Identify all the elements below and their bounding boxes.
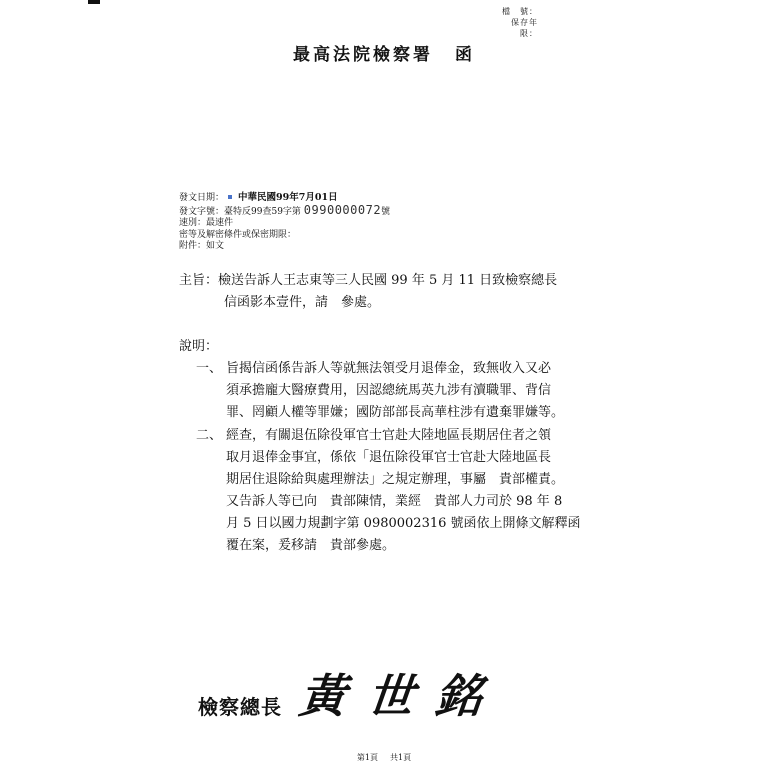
item-line: 旨揭信函係告訴人等就無法領受月退俸金，致無收入又必	[226, 361, 552, 376]
date-label: 發文日期：	[179, 193, 225, 203]
subject-line-1: 檢送告訴人王志東等三人民國 99 年 5 月 11 日致檢察總長	[218, 273, 558, 288]
page-number: 第1頁	[356, 753, 378, 762]
document-meta	[179, 192, 390, 253]
stamp-dot	[228, 195, 232, 199]
explanation-item-2	[196, 425, 581, 557]
attach-label: 附件：	[179, 241, 207, 251]
ref-prefix: 臺特反99查59字第	[224, 206, 301, 217]
subject-line-2: 信函影本壹件，請 參處。	[224, 295, 381, 310]
item-line: 經查，有關退伍除役軍官士官赴大陸地區長期居住者之領	[226, 428, 552, 443]
archive-info	[500, 6, 538, 39]
document-title	[0, 40, 768, 65]
ref-number: 0990000072	[303, 202, 382, 217]
explanation-item-1	[196, 358, 565, 424]
item-number: 二、	[196, 428, 223, 443]
signature-block	[198, 660, 507, 726]
item-line: 又告訴人等已向 貴部陳情，業經 貴部人力司於 98 年 8	[226, 494, 563, 509]
signature-name: 黃世銘	[296, 669, 507, 723]
scan-corner-mark	[88, 0, 100, 4]
item-line: 覆在案，爰移請 貴部參處。	[226, 538, 396, 553]
item-line: 取月退俸金事宜，係依「退伍除役軍官士官赴大陸地區長	[226, 450, 552, 465]
signature-title: 檢察總長	[198, 695, 282, 719]
date-value: 中華民國99年7月01日	[238, 192, 338, 203]
item-line: 期居住退除給與處理辦法」之規定辦理，事屬 貴部權責。	[226, 472, 565, 487]
page-footer	[0, 752, 768, 763]
ref-suffix: 號	[381, 206, 391, 217]
speed-label: 速別：	[179, 218, 207, 228]
ref-label: 發文字號：	[179, 206, 225, 217]
speed-value: 最速件	[206, 218, 234, 228]
secret-label: 密等及解密條件或保密期限：	[179, 229, 297, 240]
item-line: 月 5 日以國力規劃字第 0980002316 號函依上開條文解釋函	[226, 516, 581, 531]
doc-type: 函	[455, 45, 475, 65]
attach-value: 如文	[206, 241, 225, 251]
secret-row	[179, 230, 390, 242]
page-total: 共1頁	[390, 753, 412, 762]
explanation-label: 說明：	[179, 339, 219, 354]
subject-label: 主旨：	[179, 273, 219, 288]
file-no-label: 檔 號：	[502, 7, 538, 16]
agency-name: 最高法院檢察署	[293, 45, 433, 65]
item-line: 須承擔龐大醫療費用，因認總統馬英九涉有瀆職罪、背信	[226, 383, 552, 398]
subject-section	[179, 270, 649, 314]
item-line: 罪、罔顧人權等罪嫌；國防部部長高華柱涉有遺棄罪嫌等。	[226, 405, 565, 420]
attach-row	[179, 241, 390, 253]
retention-label: 保存年限：	[511, 18, 538, 38]
speed-row	[179, 218, 390, 230]
ref-row	[179, 202, 391, 219]
item-number: 一、	[196, 361, 223, 376]
